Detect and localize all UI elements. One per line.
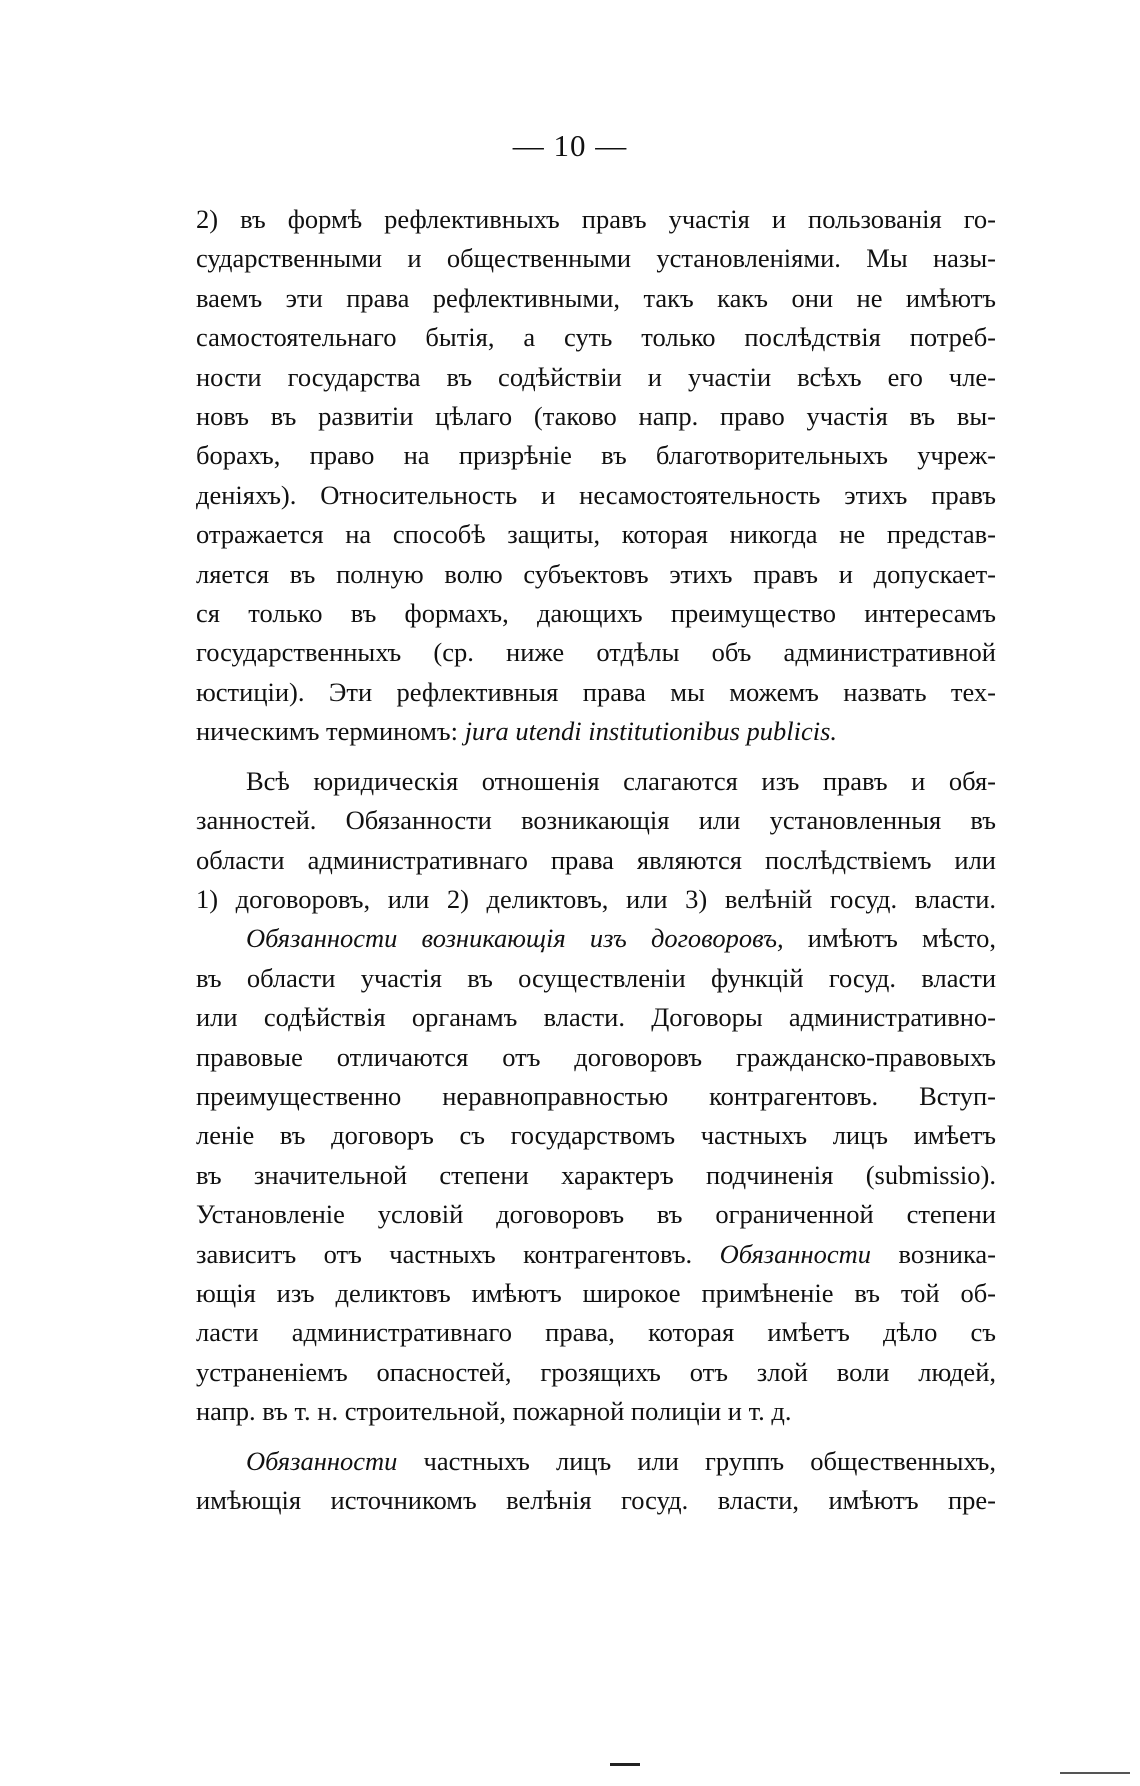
body-text xyxy=(196,200,996,1520)
text-line: преимущественно неравноправностью контрагентовъ. Вступ- xyxy=(196,1080,996,1111)
text-line: юстиціи). Эти рефлективныя права мы можемъ назвать тех- xyxy=(196,676,996,707)
text-segment: имѣютъ мѣсто, xyxy=(783,923,996,954)
text-line: сударственными и общественными установленіями. Мы назы- xyxy=(196,243,996,274)
text-segment: ническимъ терминомъ: xyxy=(196,716,465,747)
text-line: занностей. Обязанности возникающія или установленныя въ xyxy=(196,805,996,836)
text-line: ющія изъ деликтовъ имѣютъ широкое примѣненіе въ той об- xyxy=(196,1277,996,1308)
latin-term: jura utendi institutionibus publicis. xyxy=(464,716,838,747)
text-line: имѣющія источникомъ велѣнія госуд. власти, имѣютъ пре- xyxy=(196,1485,996,1515)
italic-heading: Обязанности возникающія изъ договоровъ, xyxy=(246,923,784,954)
text-line: ваемъ эти права рефлективными, такъ какъ они не имѣютъ xyxy=(196,282,996,313)
text-line: устраненіемъ опасностей, грозящихъ отъ злой воли людей, xyxy=(196,1356,996,1387)
scan-artifact xyxy=(1060,1772,1130,1774)
text-line: области административнаго права являются послѣдствіемъ или xyxy=(196,844,996,875)
paragraph-1 xyxy=(196,200,996,752)
text-segment: частныхъ лицъ или группъ общественныхъ, xyxy=(397,1445,996,1476)
text-line: правовые отличаются отъ договоровъ гражданско-правовыхъ xyxy=(196,1041,996,1072)
text-line: въ значительной степени характеръ подчиненія (submissio). xyxy=(196,1159,996,1190)
text-segment: возника- xyxy=(871,1238,996,1269)
text-line: деніяхъ). Относительность и несамостоятельность этихъ правъ xyxy=(196,479,996,510)
text-line: ности государства въ содѣйствіи и участіи всѣхъ его чле- xyxy=(196,361,996,392)
page-number: — 10 — xyxy=(512,128,628,163)
text-line xyxy=(196,1235,996,1274)
text-line: борахъ, право на призрѣніе въ благотворительныхъ учреж- xyxy=(196,440,996,471)
text-segment: зависитъ отъ частныхъ контрагентовъ. xyxy=(196,1238,720,1269)
text-line: новъ въ развитіи цѣлаго (таково напр. право участія въ вы- xyxy=(196,401,996,432)
paragraph-2 xyxy=(196,762,996,920)
text-line xyxy=(196,919,996,958)
text-line xyxy=(196,712,996,751)
scan-artifact xyxy=(610,1763,640,1766)
paragraph-4 xyxy=(196,1442,996,1521)
text-line: въ области участія въ осуществленіи функцій госуд. власти xyxy=(196,962,996,993)
text-line: Всѣ юридическія отношенія слагаются изъ правъ и обя- xyxy=(246,765,996,796)
text-line: ляется въ полную волю субъектовъ этихъ правъ и допускает- xyxy=(196,558,996,589)
text-line: леніе въ договоръ съ государствомъ частныхъ лицъ имѣетъ xyxy=(196,1120,996,1151)
text-line: ся только въ формахъ, дающихъ преимущество интересамъ xyxy=(196,598,996,629)
text-line: или содѣйствія органамъ власти. Договоры административно- xyxy=(196,1002,996,1033)
italic-heading: Обязанности xyxy=(719,1238,872,1269)
text-line xyxy=(196,1442,996,1481)
text-line: ласти административнаго права, которая имѣетъ дѣло съ xyxy=(196,1317,996,1348)
text-line: 2) въ формѣ рефлективныхъ правъ участія и пользованія го- xyxy=(196,204,996,234)
text-line: 1) договоровъ, или 2) деликтовъ, или 3) велѣній госуд. власти. xyxy=(196,883,996,914)
text-line: напр. въ т. н. строительной, пожарной полиціи и т. д. xyxy=(196,1396,792,1427)
italic-heading: Обязанности xyxy=(246,1445,398,1476)
paragraph-3 xyxy=(196,919,996,1431)
text-line: отражается на способѣ защиты, которая никогда не представ- xyxy=(196,519,996,550)
text-line: Установленіе условій договоровъ въ ограниченной степени xyxy=(196,1199,996,1230)
text-line: самостоятельнаго бытія, а суть только послѣдствія потреб- xyxy=(196,322,996,353)
text-line: государственныхъ (ср. ниже отдѣлы объ административной xyxy=(196,637,996,668)
